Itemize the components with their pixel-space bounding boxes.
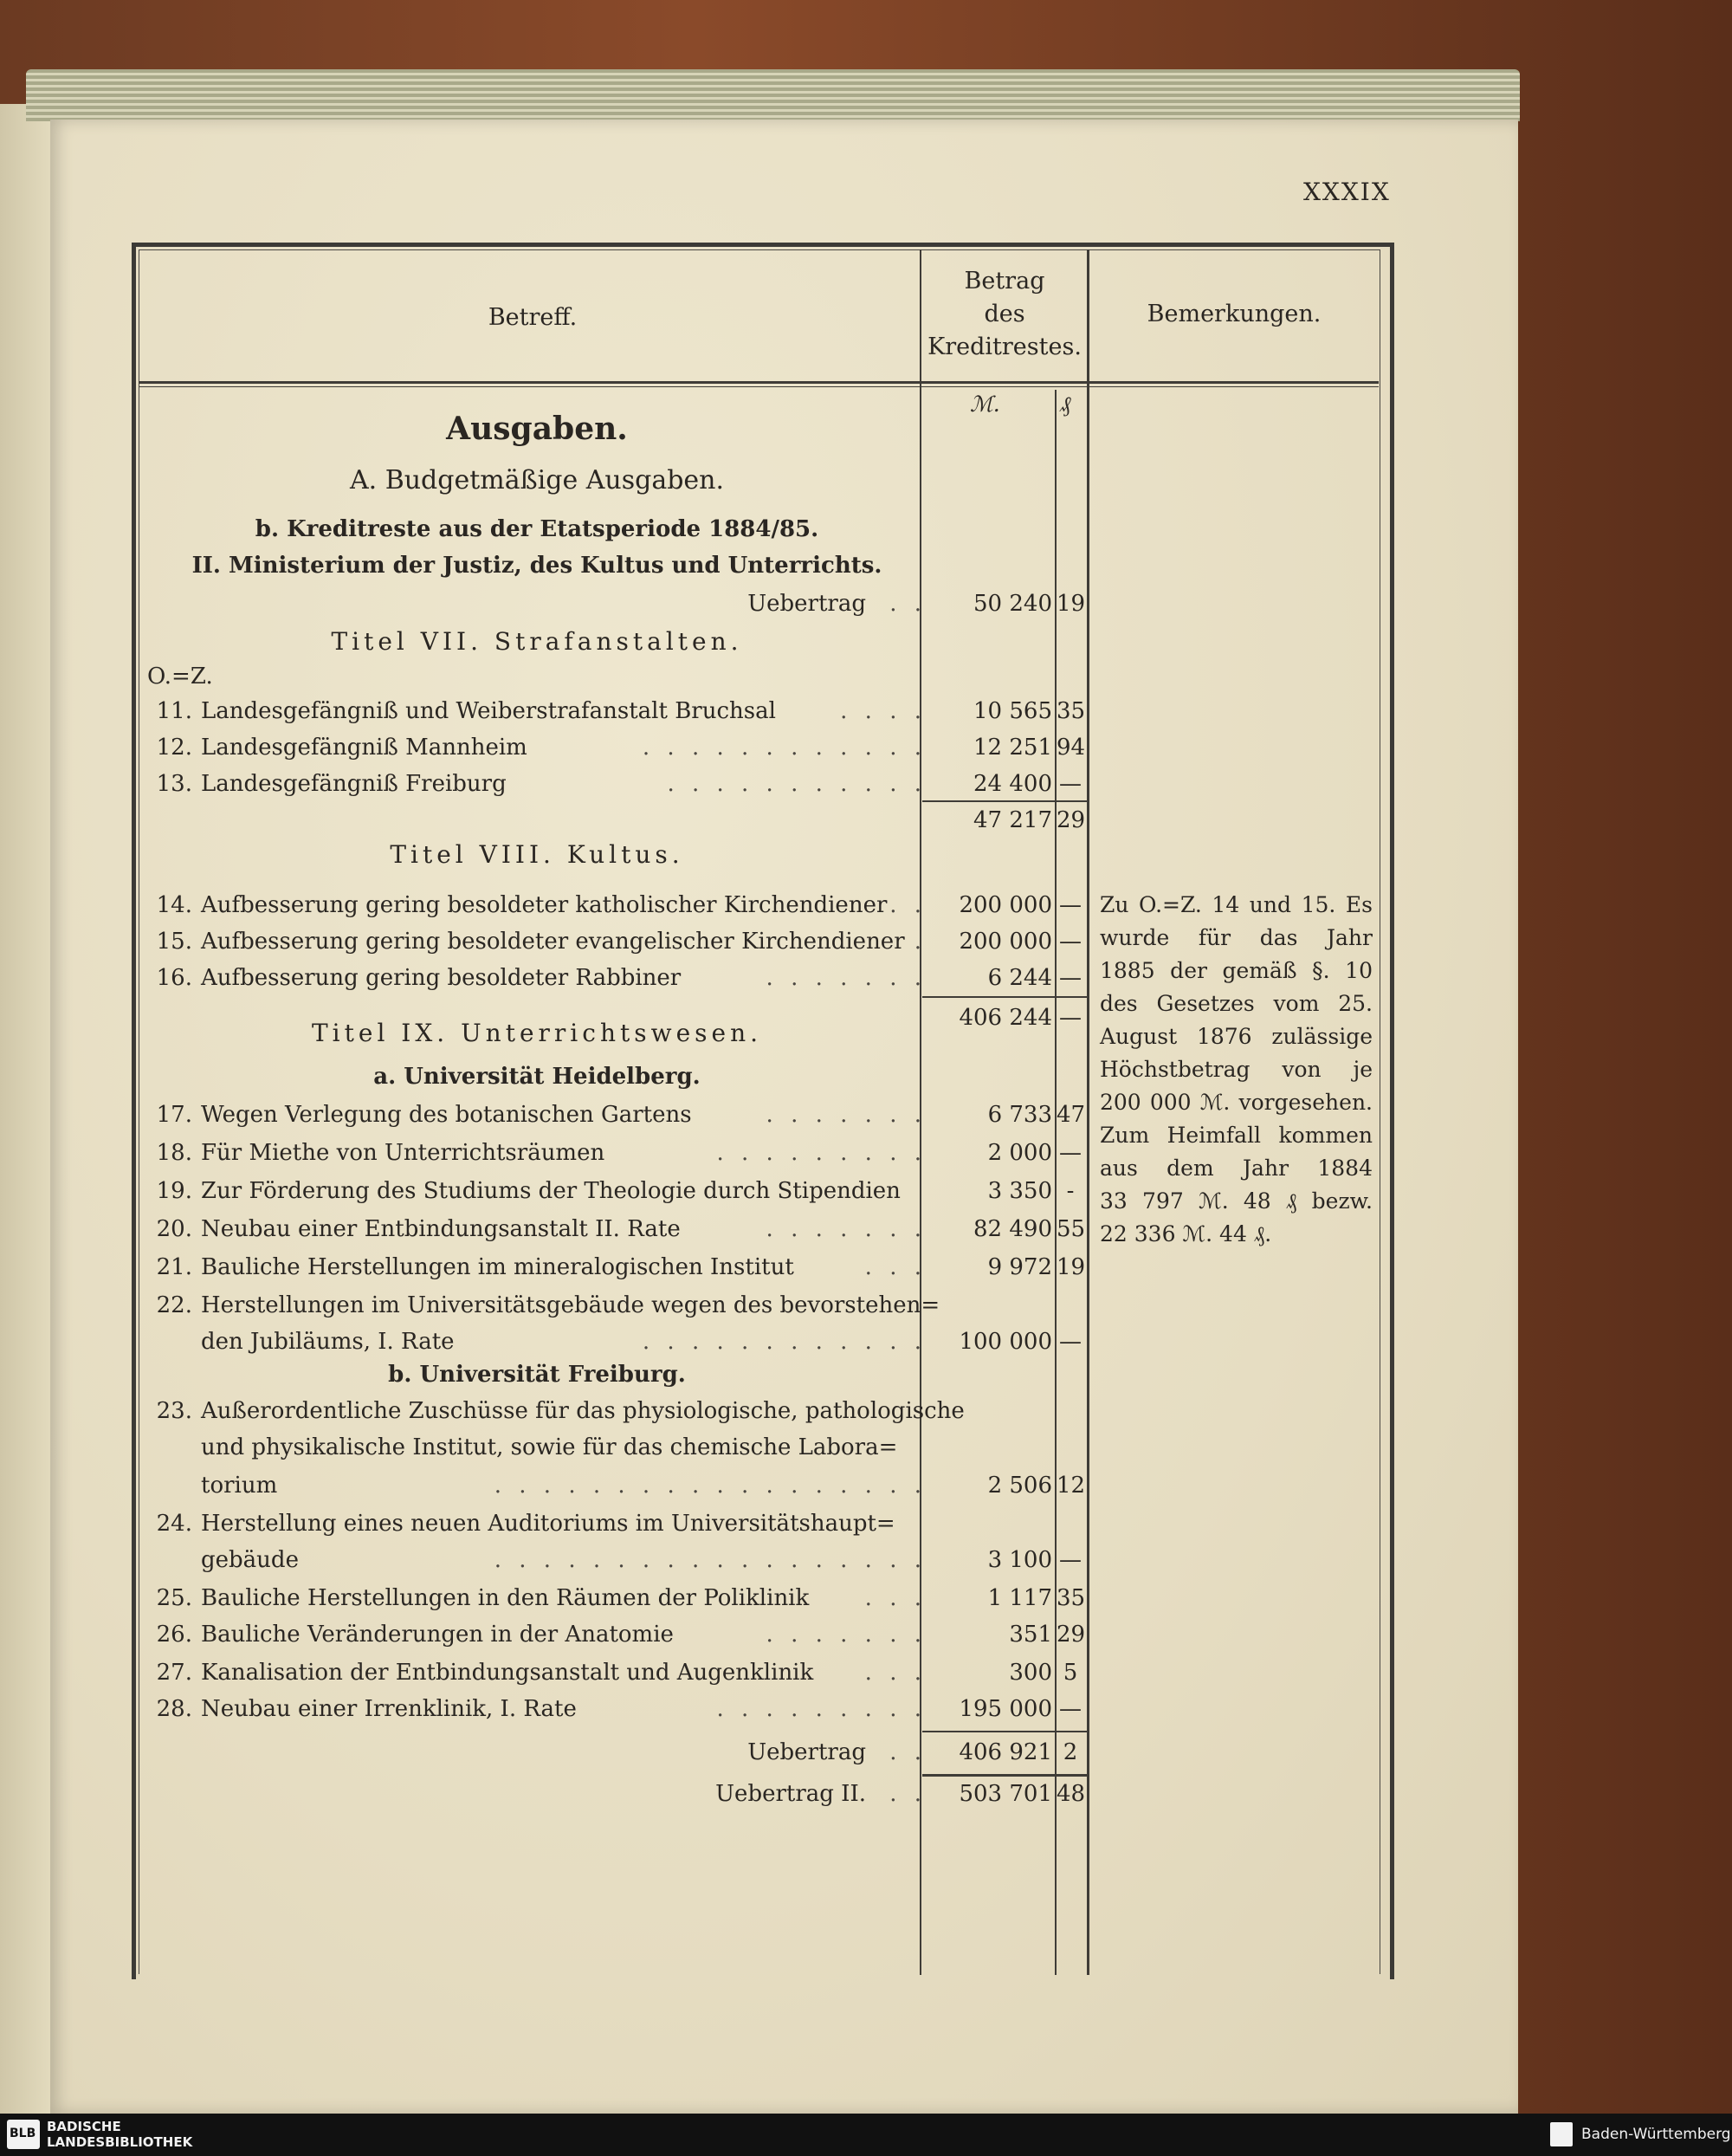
- viewer-footer: [0, 2114, 1732, 2156]
- row-number: 16.: [156, 965, 192, 991]
- uebertrag-bottom-mark: 406 921: [959, 1739, 1052, 1765]
- uebertrag-bottom-label: Uebertrag: [747, 1739, 866, 1765]
- uebertrag-top-label: Uebertrag: [747, 591, 866, 617]
- leader-dots: . . . . . . . . .: [716, 1140, 927, 1166]
- subtotal-mark: 47 217: [973, 807, 1052, 833]
- row-number: 12.: [156, 735, 192, 761]
- row-number: 20.: [156, 1216, 192, 1242]
- table-row-continuation: [147, 1324, 927, 1360]
- row-text: Neubau einer Irrenklinik, I. Rate: [201, 1696, 577, 1722]
- remarks-line: Höchstbetrag von je: [1100, 1057, 1373, 1082]
- row-text: gebäude: [201, 1547, 299, 1573]
- leader-dots: . . . . . . .: [766, 1216, 927, 1242]
- uebertrag-ii-pf: 48: [1057, 1781, 1086, 1807]
- leader-dots: . . . . . . . . . . . .: [642, 1329, 927, 1355]
- row-text: Für Miethe von Unterrichtsräumen: [201, 1140, 605, 1166]
- table-row: [147, 693, 927, 729]
- remarks-line: 33 797 ℳ. 48 ₰ bezw.: [1100, 1188, 1373, 1214]
- table-row: [147, 1097, 927, 1133]
- row-text: torium: [201, 1473, 278, 1499]
- row-text: Landesgefängniß Freiburg: [201, 771, 507, 797]
- leader-dots: . .: [889, 1781, 927, 1807]
- row-text: Landesgefängniß und Weiberstrafanstalt Bruchsal: [201, 698, 776, 724]
- leader-dots: . . . .: [840, 698, 927, 724]
- row-number: 18.: [156, 1140, 192, 1166]
- currency-mark-label: ℳ.: [970, 392, 1000, 417]
- row-mark: 6 244: [987, 965, 1052, 991]
- remarks-line: Zum Heimfall kommen: [1100, 1123, 1373, 1148]
- titel-ix-heading: Titel IX. Unterrichtswesen.: [311, 1019, 763, 1047]
- row-mark: 2 000: [987, 1140, 1052, 1166]
- remarks-line: aus dem Jahr 1884: [1100, 1156, 1373, 1181]
- facing-page-edge: [0, 104, 54, 2114]
- row-mark: 100 000: [959, 1329, 1052, 1355]
- table-row: [147, 1580, 927, 1616]
- row-text: den Jubiläums, I. Rate: [201, 1329, 455, 1355]
- row-number: 22.: [156, 1292, 192, 1318]
- row-mark: 10 565: [973, 698, 1052, 724]
- titel-vii-heading: Titel VII. Strafanstalten.: [331, 627, 743, 656]
- table-row-continuation: [147, 1429, 927, 1466]
- header-betrag-line3: Kreditrestes.: [927, 333, 1082, 360]
- table-row: [147, 1211, 927, 1247]
- row-mark: 3 100: [987, 1547, 1052, 1573]
- row-number: 13.: [156, 771, 192, 797]
- subtotal-pf: 29: [1057, 807, 1086, 833]
- blb-name-line2: LANDESBIBLIOTHEK: [47, 2134, 193, 2150]
- uebertrag-ii-row: [147, 1776, 927, 1812]
- uebertrag-bottom-row: [147, 1734, 927, 1771]
- remarks-line: August 1876 zulässige: [1100, 1024, 1373, 1049]
- row-number: 28.: [156, 1696, 192, 1722]
- sub-heading-freiburg: b. Universität Freiburg.: [388, 1362, 686, 1388]
- row-number: 26.: [156, 1622, 192, 1648]
- leader-dots: . . . . . . . . .: [716, 1696, 927, 1722]
- row-mark: 200 000: [959, 892, 1052, 918]
- row-mark: 300: [1009, 1660, 1052, 1686]
- row-pf: —: [1059, 1696, 1082, 1722]
- row-pf: —: [1059, 965, 1082, 991]
- bw-label[interactable]: Baden-Württemberg: [1581, 2126, 1731, 2143]
- row-number: 27.: [156, 1660, 192, 1686]
- blb-library-name[interactable]: [47, 2119, 192, 2150]
- row-mark: 24 400: [973, 771, 1052, 797]
- heading-budgetmaessige: A. Budgetmäßige Ausgaben.: [349, 465, 725, 495]
- table-row: [147, 1654, 927, 1691]
- table-row: [147, 1393, 965, 1429]
- table-row-continuation: [147, 1542, 927, 1578]
- row-number: 24.: [156, 1511, 192, 1537]
- row-text: Herstellung eines neuen Auditoriums im Universitätshaupt=: [201, 1511, 895, 1537]
- row-pf: -: [1066, 1178, 1075, 1204]
- row-text: Wegen Verlegung des botanischen Gartens: [201, 1102, 692, 1128]
- leader-dots: . .: [889, 1739, 927, 1765]
- row-number: 14.: [156, 892, 192, 918]
- leader-dots: . . . . . . .: [766, 965, 927, 991]
- row-mark: 351: [1009, 1622, 1052, 1648]
- header-betrag: [923, 265, 1086, 364]
- table-row: [147, 1505, 927, 1542]
- row-mark: 3 350: [987, 1178, 1052, 1204]
- row-mark: 195 000: [959, 1696, 1052, 1722]
- header-betrag-line2: des: [984, 301, 1025, 327]
- row-text: Aufbesserung gering besoldeter Rabbiner: [201, 965, 682, 991]
- subtotal-mark: 406 244: [959, 1005, 1052, 1031]
- row-text: Aufbesserung gering besoldeter evangelischer Kirchendiener: [201, 929, 905, 955]
- row-pf: —: [1059, 1329, 1082, 1355]
- uebertrag-top-row: [147, 586, 927, 622]
- remarks-line: 200 000 ℳ. vorgesehen.: [1100, 1090, 1373, 1115]
- heading-ausgaben: Ausgaben.: [446, 411, 628, 447]
- leader-dots: . . .: [864, 1254, 927, 1280]
- row-number: 25.: [156, 1585, 192, 1611]
- currency-pf-label: ₰: [1060, 392, 1071, 417]
- row-number: 17.: [156, 1102, 192, 1128]
- table-row-continuation: [147, 1467, 927, 1504]
- row-number: 23.: [156, 1398, 192, 1424]
- row-pf: 19: [1057, 1254, 1086, 1280]
- bw-coat-of-arms-icon[interactable]: [1550, 2122, 1573, 2146]
- table-row: [147, 1616, 927, 1653]
- blb-logo-icon[interactable]: [7, 2120, 40, 2149]
- remarks-line: wurde für das Jahr: [1100, 925, 1373, 950]
- row-text: Neubau einer Entbindungsanstalt II. Rate: [201, 1216, 681, 1242]
- row-text: Herstellungen im Universitätsgebäude wegen des bevorstehen=: [201, 1292, 940, 1318]
- heading-ministerium: II. Ministerium der Justiz, des Kultus und Unterrichts.: [191, 553, 882, 579]
- table-row: [147, 923, 927, 960]
- row-pf: 94: [1057, 735, 1086, 761]
- row-pf: 29: [1057, 1622, 1086, 1648]
- table-row: [147, 1135, 927, 1171]
- leader-dots: . .: [889, 591, 927, 617]
- remarks-note: [1100, 889, 1373, 1251]
- row-text: Landesgefängniß Mannheim: [201, 735, 527, 761]
- remarks-line: Zu O.=Z. 14 und 15. Es: [1100, 892, 1373, 917]
- leader-dots: . . . . . . .: [766, 1622, 927, 1648]
- row-text: Zur Förderung des Studiums der Theologie durch Stipendien: [201, 1178, 901, 1204]
- remarks-line: 22 336 ℳ. 44 ₰.: [1100, 1221, 1272, 1246]
- leader-dots: . . .: [864, 1585, 927, 1611]
- table-row: [147, 1249, 927, 1285]
- remarks-line: des Gesetzes vom 25.: [1100, 991, 1373, 1016]
- row-text: Bauliche Herstellungen im mineralogischen Institut: [201, 1254, 794, 1280]
- row-number: 19.: [156, 1178, 192, 1204]
- blb-logo-text: BLB: [10, 2127, 36, 2140]
- row-mark: 6 733: [987, 1102, 1052, 1128]
- row-text: Bauliche Veränderungen in der Anatomie: [201, 1622, 674, 1648]
- column-divider-bemerkungen: [1087, 249, 1089, 1975]
- leader-dots: . . . . . . .: [766, 1102, 927, 1128]
- header-bemerkungen: Bemerkungen.: [1147, 301, 1322, 327]
- sub-heading-heidelberg: a. Universität Heidelberg.: [373, 1064, 701, 1090]
- leader-dots: . . . . . . . . . . . .: [642, 735, 927, 761]
- row-mark: 200 000: [959, 929, 1052, 955]
- uebertrag-top-mark: 50 240: [973, 591, 1052, 617]
- row-pf: 5: [1063, 1660, 1078, 1686]
- subtotal-rule: [922, 1731, 1087, 1732]
- page-number: XXXIX: [1303, 178, 1391, 206]
- leader-dots: . . . . . . . . . . . . . . . . . .: [494, 1473, 927, 1499]
- header-betrag-line1: Betrag: [964, 268, 1045, 295]
- page-stack-edge: [26, 69, 1520, 121]
- table-row: [147, 960, 927, 996]
- subtotal-pf: —: [1059, 1005, 1082, 1031]
- row-text: und physikalische Institut, sowie für das chemische Labora=: [201, 1434, 898, 1460]
- titel-viii-heading: Titel VIII. Kultus.: [390, 840, 684, 869]
- row-pf: —: [1059, 1547, 1082, 1573]
- row-pf: —: [1059, 1140, 1082, 1166]
- row-pf: —: [1059, 771, 1082, 797]
- header-betreff: Betreff.: [488, 304, 578, 331]
- row-mark: 12 251: [973, 735, 1052, 761]
- table-row: [147, 729, 927, 766]
- row-pf: 55: [1057, 1216, 1086, 1242]
- row-pf: 35: [1057, 1585, 1086, 1611]
- row-pf: 12: [1057, 1473, 1086, 1499]
- row-text: Kanalisation der Entbindungsanstalt und Augenklinik: [201, 1660, 814, 1686]
- row-text: Bauliche Herstellungen in den Räumen der Poliklinik: [201, 1585, 810, 1611]
- row-text: Außerordentliche Zuschüsse für das physiologische, pathologische: [201, 1398, 965, 1424]
- leader-dots: . .: [889, 892, 927, 918]
- row-pf: 47: [1057, 1102, 1086, 1128]
- remarks-line: 1885 der gemäß §. 10: [1100, 958, 1373, 983]
- table-row: [147, 887, 927, 923]
- uebertrag-top-pf: 19: [1057, 591, 1086, 617]
- blb-name-line1: BADISCHE: [47, 2119, 121, 2134]
- table-row: [147, 1173, 927, 1209]
- heading-kreditreste: b. Kreditreste aus der Etatsperiode 1884/85.: [255, 516, 819, 542]
- leader-dots: . . .: [864, 1660, 927, 1686]
- header-rule-thin: [139, 386, 1379, 387]
- table-row: [147, 1287, 940, 1324]
- row-mark: 82 490: [973, 1216, 1052, 1242]
- row-number: 15.: [156, 929, 192, 955]
- uebertrag-bottom-pf: 2: [1063, 1739, 1078, 1765]
- row-pf: —: [1059, 929, 1082, 955]
- subtotal-rule: [922, 996, 1087, 998]
- row-pf: —: [1059, 892, 1082, 918]
- row-text: Aufbesserung gering besoldeter katholischer Kirchendiener: [201, 892, 888, 918]
- row-mark: 2 506: [987, 1473, 1052, 1499]
- row-number: 21.: [156, 1254, 192, 1280]
- leader-dots: . . . . . . . . . . . . . . . . . .: [494, 1547, 927, 1573]
- leader-dots: . . . . . . . . . . .: [667, 771, 927, 797]
- leader-dots: .: [914, 929, 927, 955]
- row-number: 11.: [156, 698, 192, 724]
- row-mark: 9 972: [987, 1254, 1052, 1280]
- row-mark: 1 117: [987, 1585, 1052, 1611]
- row-pf: 35: [1057, 698, 1086, 724]
- oz-label: O.=Z.: [147, 664, 213, 690]
- uebertrag-ii-label: Uebertrag II.: [715, 1781, 866, 1807]
- table-row: [147, 1691, 927, 1727]
- header-rule: [139, 381, 1379, 384]
- table-row: [147, 766, 927, 802]
- uebertrag-ii-mark: 503 701: [959, 1781, 1052, 1807]
